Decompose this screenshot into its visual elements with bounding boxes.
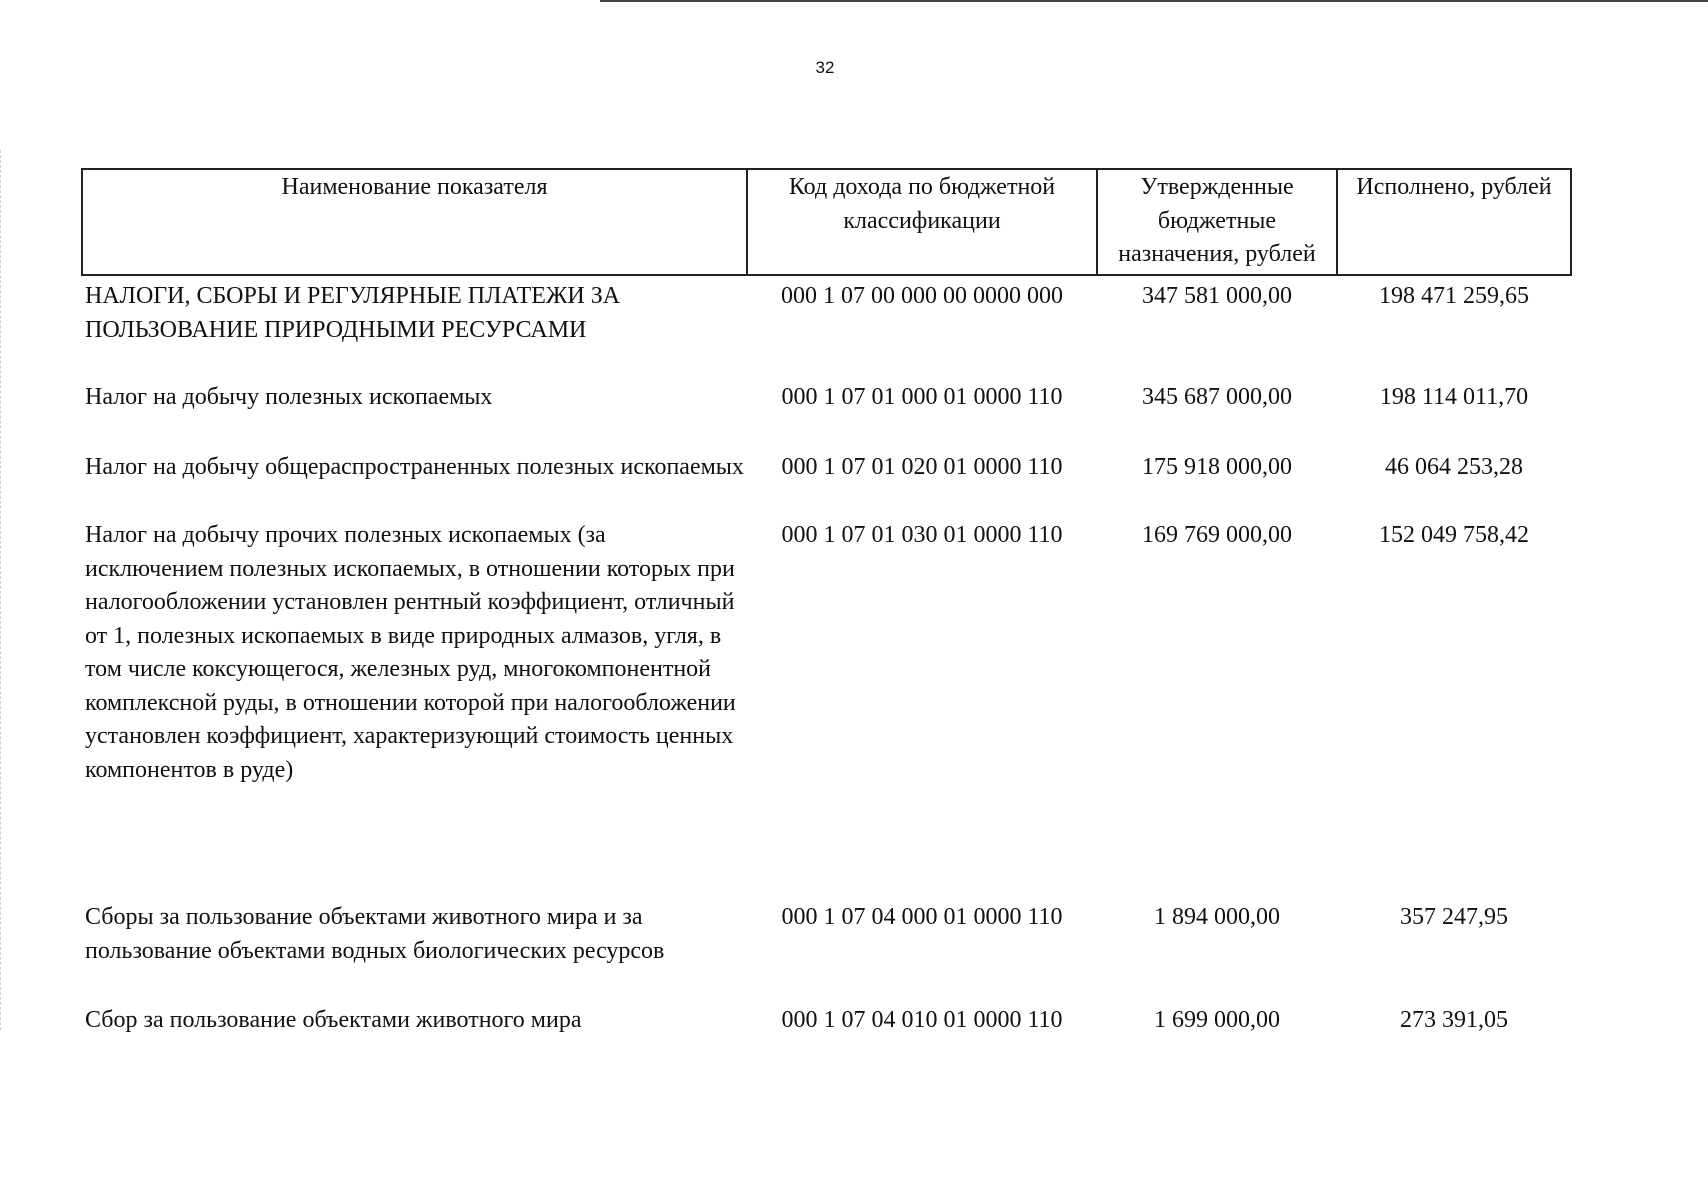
row-code: 000 1 07 01 020 01 0000 110: [781, 454, 1063, 480]
table-row: [82, 901, 1571, 1004]
row-name: Налог на добычу общераспространенных полезных ископаемых: [85, 454, 744, 480]
row-plan: 169 769 000,00: [1142, 522, 1292, 548]
table-row: [82, 380, 1571, 451]
header-done: Исполнено, рублей: [1337, 169, 1571, 275]
row-name: НАЛОГИ, СБОРЫ И РЕГУЛЯРНЫЕ ПЛАТЕЖИ ЗА ПОЛЬЗОВАНИЕ ПРИРОДНЫМИ РЕСУРСАМИ: [85, 283, 621, 343]
header-plan: Утвержденные бюджетные назначения, рублей: [1097, 169, 1337, 275]
row-done: 357 247,95: [1400, 904, 1508, 930]
table-row: [82, 1004, 1571, 1038]
revenue-table: [81, 168, 1572, 1038]
header-row: [82, 169, 1571, 275]
table-row: [82, 451, 1571, 519]
row-done: 198 114 011,70: [1379, 384, 1529, 410]
row-code: 000 1 07 04 010 01 0000 110: [781, 1007, 1063, 1033]
table-row: [82, 275, 1571, 380]
row-plan: 347 581 000,00: [1142, 283, 1292, 309]
row-done: 273 391,05: [1400, 1007, 1508, 1033]
header-name: Наименование показателя: [82, 169, 747, 275]
row-code: 000 1 07 04 000 01 0000 110: [781, 904, 1063, 930]
row-plan: 1 894 000,00: [1154, 904, 1280, 930]
row-done: 46 064 253,28: [1385, 454, 1523, 480]
row-name: Налог на добычу прочих полезных ископаемых (за исключением полезных ископаемых, в отношении которых при налогообложении установлен рентный коэффициент, отличный от 1, полезных ископаемых в виде природных алмазов, угля, в том числе коксующегося, железных руд, многокомпонентной комплексной руды, в отношении которой при налогообложении установлен коэффициент, характеризующий стоимость ценных компонентов в руде): [85, 522, 736, 783]
row-plan: 345 687 000,00: [1142, 384, 1292, 410]
row-plan: 1 699 000,00: [1154, 1007, 1280, 1033]
table-body: [82, 275, 1571, 1038]
row-done: 198 471 259,65: [1379, 283, 1529, 309]
scan-edge-marks: [0, 150, 9, 1030]
table-row: [82, 519, 1571, 901]
row-code: 000 1 07 01 000 01 0000 110: [781, 384, 1063, 410]
row-name: Сбор за пользование объектами животного мира: [85, 1007, 582, 1033]
row-name: Сборы за пользование объектами животного мира и за пользование объектами водных биологических ресурсов: [85, 904, 665, 964]
row-code: 000 1 07 00 000 00 0000 000: [781, 283, 1063, 309]
top-rule: [600, 0, 1708, 2]
table-header: [82, 169, 1571, 275]
row-done: 152 049 758,42: [1379, 522, 1529, 548]
row-code: 000 1 07 01 030 01 0000 110: [781, 522, 1063, 548]
page-number: 32: [815, 58, 835, 77]
revenue-table-container: [81, 168, 1570, 1038]
row-plan: 175 918 000,00: [1142, 454, 1292, 480]
row-name: Налог на добычу полезных ископаемых: [85, 384, 493, 410]
header-code: Код дохода по бюджетной классификации: [747, 169, 1097, 275]
